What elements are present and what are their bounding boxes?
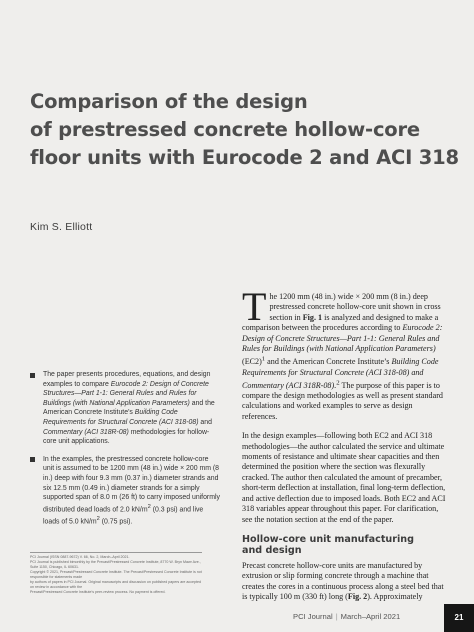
footnote-line: PCI Journal is published bimonthly by the Precast/Prestressed Concrete Institute, 8770 W. Bryn Mawr Ave., Suite 1150, Chicago, IL 60631. xyxy=(30,560,201,569)
text-run: 2 xyxy=(336,378,340,386)
drop-cap: T xyxy=(242,284,267,329)
title-line: of prestressed concrete hollow-core xyxy=(30,118,420,141)
intro-paragraph xyxy=(242,284,446,422)
intro-paragraph-text xyxy=(242,284,443,421)
summary-bullets xyxy=(30,370,220,535)
publication-footnote xyxy=(30,552,202,595)
text-run: and xyxy=(198,418,212,426)
footnote-line: PCI Journal (ISSN 0887-9672) V. 66, No. 2, March–April 2021. xyxy=(30,555,130,559)
text-run: Fig. 1 xyxy=(302,312,323,322)
footer-separator: | xyxy=(335,612,338,621)
footnote-line: Copyright © 2021, Precast/Prestressed Concrete Institute. The Precast/Prestressed Concrete Institute is not responsible for statements made xyxy=(30,570,202,579)
page-footer xyxy=(293,612,400,621)
text-run: 2 xyxy=(147,503,151,510)
text-run: ). Approximately xyxy=(367,592,423,602)
text-run: Building Code Requirements for Structural Concrete (ACI 318-08) xyxy=(43,409,199,426)
bullet-square-icon xyxy=(30,373,35,378)
text-run: 1 xyxy=(261,355,266,363)
manufacturing-paragraph xyxy=(242,561,446,603)
body-text xyxy=(242,284,446,612)
text-run: Fig. 2 xyxy=(347,592,368,602)
text-run: Eurocode 2: Design of Concrete Structures—Part 1-1: General Rules and Rules for Buildings (with National Application Parameters) xyxy=(242,323,443,354)
text-run: 2 xyxy=(96,515,100,522)
summary-bullet-text xyxy=(43,455,220,527)
text-run: Eurocode 2: Design of Concrete Structures—Part 1-1: General Rules and Rules for Buildings (with National Application Parameters) xyxy=(43,380,209,407)
title-line: floor units with Eurocode 2 and ACI 318 xyxy=(30,146,459,169)
section-heading-line: and design xyxy=(242,544,302,556)
methodology-paragraph: In the design examples—following both EC2 and ACI 318 methodologies—the author calculated the service and ultimate moments of resistance and ultimate shear capacities and then determined the position where the section was flexurally cracked. The author then calculated the amount of precamber, short-term deflection at installation, final long-term deflection, and active deflection due to imposed loads. Both EC2 and ACI 318 variables appear throughout this paper. For clarification, see the notation section at the end of the paper. xyxy=(242,431,446,524)
footnote-line: by authors of papers in PCI Journal. Original manuscripts and discussion on published papers are accepted on review in accordance with the xyxy=(30,580,201,589)
text-run: The purpose of this paper is to compare the design methodologies as well as present standard calculations and worked examples to serve as design references. xyxy=(242,380,443,421)
page-number: 21 xyxy=(444,604,474,632)
title-line: Comparison of the design xyxy=(30,90,308,113)
text-run: In the examples, the prestressed concrete hollow-core unit is assumed to be 1200 mm (48 in.) wide × 200 mm (8 in.) deep with four 9.3 mm (0.37 in.) diameter strands and six 12.5 mm (0.49 in.) diameter strands for a simply supported span of 8.0 m (26 ft) to carry imposed uniformly distributed dead loads of 2.0 kN/m xyxy=(43,455,220,514)
text-run: and the American Concrete Institute’s xyxy=(43,399,215,417)
text-run: Precast concrete hollow-core units are manufactured by extrusion or slip forming concrete through a machine that creates the cores in a continuous process along a steel bed that is typically 100 m (330 ft) long ( xyxy=(242,560,444,602)
bullet-square-icon xyxy=(30,457,35,462)
text-run: methodologies for hollow-core unit applications. xyxy=(43,428,210,446)
author-name: Kim S. Elliott xyxy=(30,221,93,233)
text-run: (0.75 psi). xyxy=(99,517,133,525)
section-heading xyxy=(242,534,446,556)
summary-bullet xyxy=(30,370,220,447)
section-heading-line: Hollow-core unit manufacturing xyxy=(242,533,414,545)
journal-name: PCI Journal xyxy=(293,612,333,621)
text-run: is analyzed and designed to make a comparison between the procedures according to xyxy=(242,312,439,333)
article-title xyxy=(30,88,459,172)
text-run: he 1200 mm (48 in.) wide × 200 mm (8 in.) deep prestressed concrete hollow-core unit shown in cross section in xyxy=(269,292,441,322)
text-run: (EC2) xyxy=(242,357,262,367)
text-run: (0.3 psi) and live loads of 5.0 kN/m xyxy=(43,506,204,525)
text-run: . xyxy=(334,380,337,390)
text-run: The paper presents procedures, equations, and design examples to compare xyxy=(43,371,211,388)
footnote-line: Precast/Prestressed Concrete Institute’s peer-review process. No payment is offered. xyxy=(30,590,166,594)
text-run: and the American Concrete Institute’s xyxy=(265,357,392,367)
text-run: Building Code Requirements for Structural Concrete (ACI 318-08) and Commentary (ACI 318R-08) xyxy=(242,357,439,390)
text-run: Commentary (ACI 318R-08) xyxy=(43,428,129,436)
summary-bullet xyxy=(30,455,220,527)
issue-date: March–April 2021 xyxy=(340,612,401,621)
summary-bullet-text xyxy=(43,370,220,447)
